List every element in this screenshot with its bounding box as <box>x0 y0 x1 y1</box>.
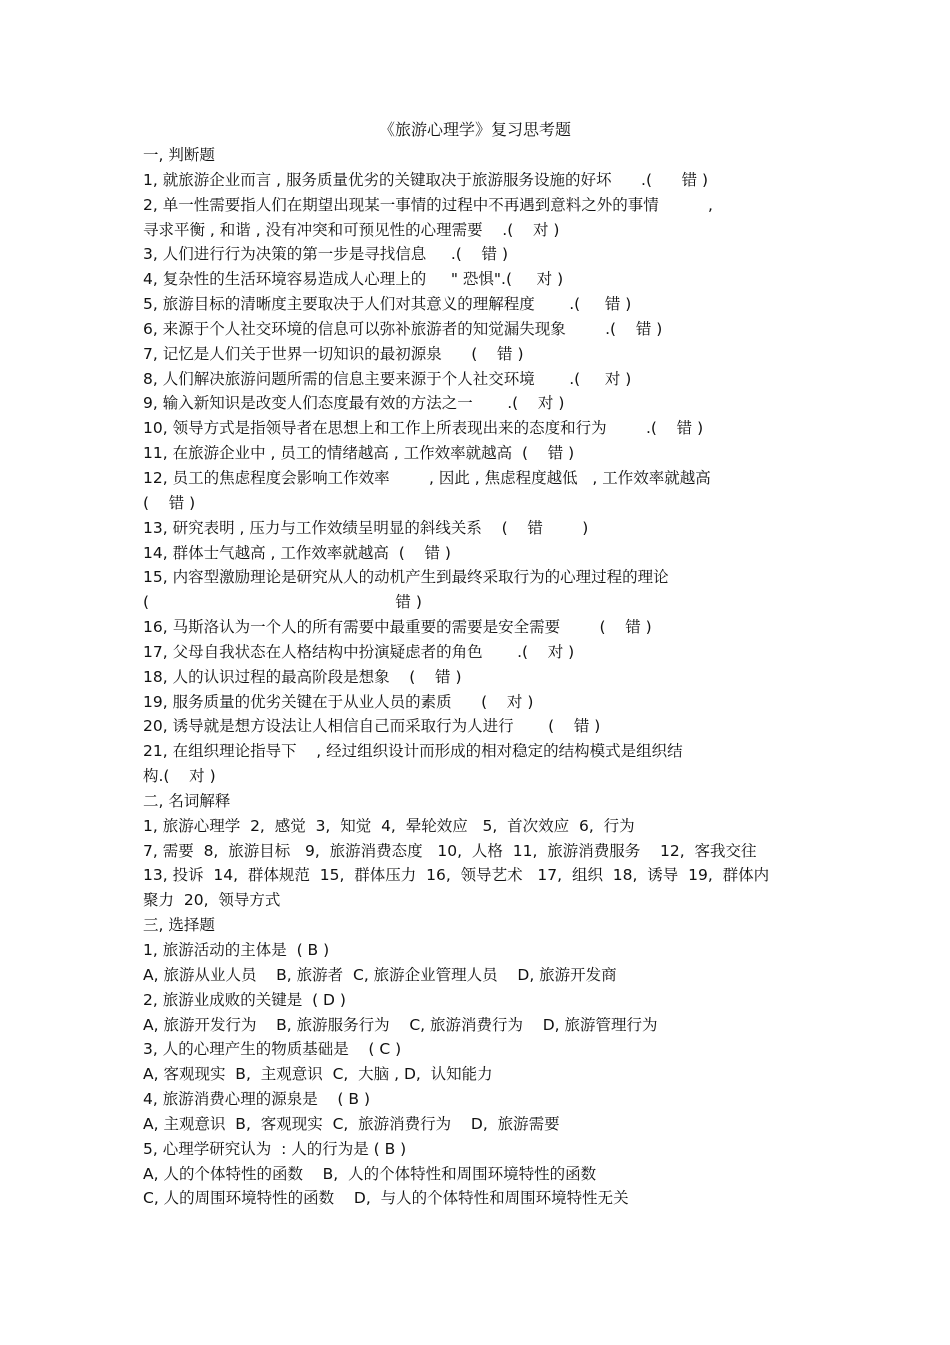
text-line: ( 错 ) <box>143 493 196 512</box>
text-line: 构.( 对 ) <box>143 767 216 786</box>
text-line: 12, 员工的焦虑程度会影响工作效率 , 因此 , 焦虑程度越低 , 工作效率就越高 <box>143 468 711 487</box>
text-line: 13, 研究表明 , 压力与工作效绩呈明显的斜线关系 ( 错 ) <box>143 518 589 537</box>
text-line: 13, 投诉 14, 群体规范 15, 群体压力 16, 领导艺术 17, 组织 18, 诱导 19, 群体内 <box>143 866 770 885</box>
text-line: 9, 输入新知识是改变人们态度最有效的方法之一 .( 对 ) <box>143 394 565 413</box>
text-line: 3, 人的心理产生的物质基础是 ( C ) <box>143 1040 402 1059</box>
text-line: 10, 领导方式是指领导者在思想上和工作上所表现出来的态度和行为 .( 错 ) <box>143 419 704 438</box>
text-line: 2, 单一性需要指人们在期望出现某一事情的过程中不再遇到意料之外的事情 , <box>143 195 713 214</box>
text-line: 2, 旅游业成败的关键是 ( D ) <box>143 990 346 1009</box>
text-line: 7, 需要 8, 旅游目标 9, 旅游消费态度 10, 人格 11, 旅游消费服务 12, 客我交往 <box>143 841 757 860</box>
text-line: 5, 心理学研究认为 : 人的行为是 ( B ) <box>143 1139 407 1158</box>
text-line: A, 人的个体特性的函数 B, 人的个体特性和周围环境特性的函数 <box>143 1164 597 1183</box>
text-line: A, 客观现实 B, 主观意识 C, 大脑 , D, 认知能力 <box>143 1065 493 1084</box>
text-line: 19, 服务质量的优劣关键在于从业人员的素质 ( 对 ) <box>143 692 534 711</box>
text-line: 1, 旅游活动的主体是 ( B ) <box>143 941 330 959</box>
text-line: A, 旅游从业人员 B, 旅游者 C, 旅游企业管理人员 D, 旅游开发商 <box>143 965 617 984</box>
text-line: 20, 诱导就是想方设法让人相信自己而采取行为人进行 ( 错 ) <box>143 717 601 736</box>
text-line: 二, 名词解释 <box>143 791 231 810</box>
text-line: 5, 旅游目标的清晰度主要取决于人们对其意义的理解程度 .( 错 ) <box>143 295 632 314</box>
document-body <box>143 143 823 1211</box>
text-line: 18, 人的认识过程的最高阶段是想象 ( 错 ) <box>143 667 462 686</box>
text-line: ( 错 ) <box>143 593 422 612</box>
text-line: 15, 内容型激励理论是研究从人的动机产生到最终采取行为的心理过程的理论 <box>143 568 669 587</box>
text-line: 一, 判断题 <box>143 146 215 164</box>
text-line: 8, 人们解决旅游问题所需的信息主要来源于个人社交环境 .( 对 ) <box>143 369 632 388</box>
text-line: 三, 选择题 <box>143 916 215 935</box>
text-line: 1, 旅游心理学 2, 感觉 3, 知觉 4, 晕轮效应 5, 首次效应 6, 行为 <box>143 816 635 835</box>
text-line: 1, 就旅游企业而言 , 服务质量优劣的关键取决于旅游服务设施的好坏 .( 错 ) <box>143 170 709 189</box>
text-line: 7, 记忆是人们关于世界一切知识的最初源泉 ( 错 ) <box>143 344 524 363</box>
text-line: 11, 在旅游企业中 , 员工的情绪越高 , 工作效率就越高 ( 错 ) <box>143 444 575 463</box>
text-line: 聚力 20, 领导方式 <box>143 891 281 910</box>
text-line: 6, 来源于个人社交环境的信息可以弥补旅游者的知觉漏失现象 .( 错 ) <box>143 319 663 338</box>
text-line: 14, 群体士气越高 , 工作效率就越高 ( 错 ) <box>143 543 451 562</box>
text-line: A, 旅游开发行为 B, 旅游服务行为 C, 旅游消费行为 D, 旅游管理行为 <box>143 1015 658 1034</box>
text-line: 3, 人们进行行为决策的第一步是寻找信息 .( 错 ) <box>143 245 509 264</box>
text-line: 寻求平衡 , 和谐 , 没有冲突和可预见性的心理需要 .( 对 ) <box>143 220 560 239</box>
text-line: A, 主观意识 B, 客观现实 C, 旅游消费行为 D, 旅游需要 <box>143 1114 560 1133</box>
text-line: C, 人的周围环境特性的函数 D, 与人的个体特性和周围环境特性无关 <box>143 1189 629 1208</box>
text-line: 17, 父母自我状态在人格结构中扮演疑虑者的角色 .( 对 ) <box>143 642 575 661</box>
text-line: 4, 复杂性的生活环境容易造成人心理上的 " 恐惧".( 对 ) <box>143 270 564 289</box>
text-line: 21, 在组织理论指导下 , 经过组织设计而形成的相对稳定的结构模式是组织结 <box>143 742 683 761</box>
text-line: 4, 旅游消费心理的源泉是 ( B ) <box>143 1090 371 1109</box>
text-line: 16, 马斯洛认为一个人的所有需要中最重要的需要是安全需要 ( 错 ) <box>143 618 652 637</box>
document-title: 《旅游心理学》复习思考题 <box>378 120 571 139</box>
